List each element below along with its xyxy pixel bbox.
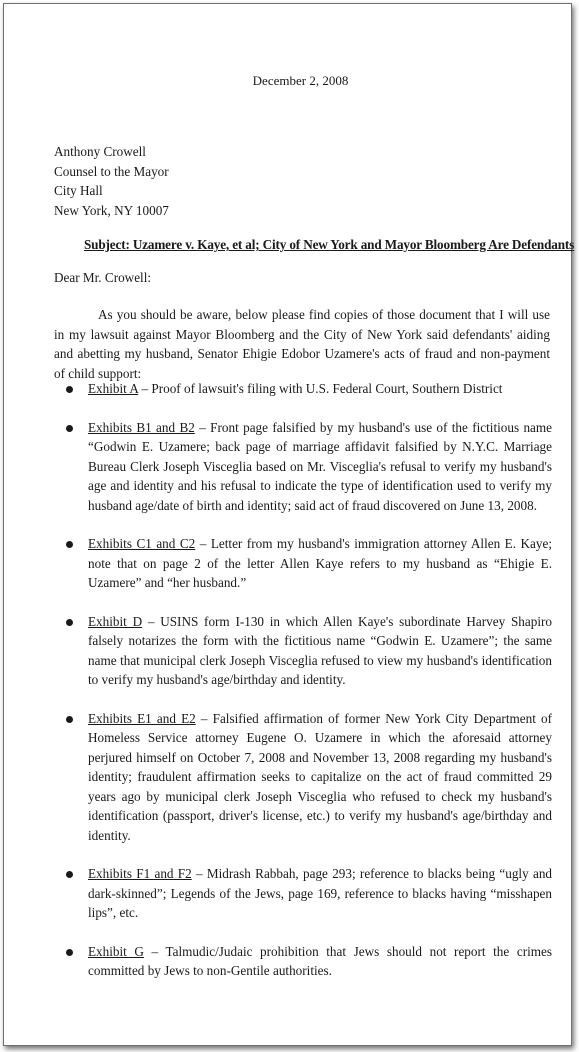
bullet-icon: [66, 425, 73, 432]
exhibit-label: Exhibit A: [88, 381, 139, 396]
exhibit-description: – Midrash Rabbah, page 293; reference to blacks being “ugly and dark-skinned”; Legends of the Jews, page 169, reference to blacks having “misshapen lips”, etc.: [88, 866, 553, 920]
exhibit-label: Exhibits C1 and C2: [88, 536, 196, 551]
list-item: [66, 709, 552, 846]
list-item: [66, 379, 552, 399]
recipient-building: City Hall: [54, 183, 103, 198]
salutation: Dear Mr. Crowell:: [54, 270, 152, 285]
letter-page: [4, 4, 575, 1045]
intro-paragraph: As you should be aware, below please find copies of those document that I will use in my lawsuit against Mayor Bloomberg and the City of New York said defendants' aiding and abetting my husband, Senator Ehigie Edobor Uzamere's acts of fraud and non-payment of child support:: [54, 307, 550, 381]
exhibit-label: Exhibits B1 and B2: [88, 419, 195, 435]
exhibit-description: – USINS form I-130 in which Allen Kaye's subordinate Harvey Shapiro falsely notarizes the form with the fictitious name “Godwin E. Uzamere”; the same name that municipal clerk Joseph Visceglia refused to view my husband's identification to verify my husband's age/birthday and identity.: [88, 613, 552, 687]
letter-date: December 2, 2008: [252, 73, 349, 88]
list-item: [66, 864, 552, 923]
list-item: [66, 534, 552, 593]
list-item: [66, 612, 552, 690]
bullet-icon: [66, 871, 73, 878]
subject-line: Subject: Uzamere v. Kaye, et al; City of New York and Mayor Bloomberg Are Defendants: [84, 237, 575, 252]
recipient-address-block: [54, 142, 169, 220]
bullet-icon: [66, 541, 73, 548]
exhibit-description: – Letter from my husband's immigration attorney Allen E. Kaye; note that on page 2 of the letter Allen Kaye refers to my husband as “Ehigie E. Uzamere” and “her husband.”: [88, 536, 553, 590]
exhibit-list: [66, 379, 552, 1000]
scanned-document-frame: [3, 3, 575, 1046]
bullet-icon: [66, 949, 73, 956]
list-item: [66, 942, 552, 981]
exhibit-label: Exhibit D: [88, 613, 143, 629]
exhibit-description: – Front page falsified by my husband's use of the fictitious name “Godwin E. Uzamere; back page of marriage affidavit falsified by N.Y.C. Marriage Bureau Clerk Joseph Visceglia based on Mr. Visceglia's refusal to verify my husband's age and identity and his refusal to indicate the type of identification used to verify my husband age/date of birth and identity; said act of fraud discovered on June 13, 2008.: [88, 419, 553, 513]
exhibit-label: Exhibits F1 and F2: [88, 866, 192, 881]
recipient-title: Counsel to the Mayor: [54, 163, 169, 179]
bullet-icon: [66, 386, 73, 393]
bullet-icon: [66, 619, 73, 626]
exhibit-description: – Proof of lawsuit's filing with U.S. Federal Court, Southern District: [138, 381, 503, 396]
list-item: [66, 418, 552, 516]
exhibit-description: – Talmudic/Judaic prohibition that Jews should not report the crimes committed by Jews to non-Gentile authorities.: [88, 943, 552, 978]
recipient-name: Anthony Crowell: [54, 144, 146, 159]
exhibit-description: – Falsified affirmation of former New York City Department of Homeless Service attorney Eugene O. Uzamere in which the aforesaid attorney perjured himself on October 7, 2008 and November 13, 2008 regarding my husband's identity; fraudulent affirmation seeks to capitalize on the act of fraud committed 29 years ago by municipal clerk Joseph Visceglia who refused to check my husband's identification (passport, driver's license, etc.) to verify my husband's age/birthday and identity.: [88, 710, 552, 843]
recipient-city: New York, NY 10007: [54, 202, 169, 218]
bullet-icon: [66, 716, 73, 723]
exhibit-label: Exhibits E1 and E2: [88, 710, 196, 726]
exhibit-label: Exhibit G: [88, 943, 144, 959]
